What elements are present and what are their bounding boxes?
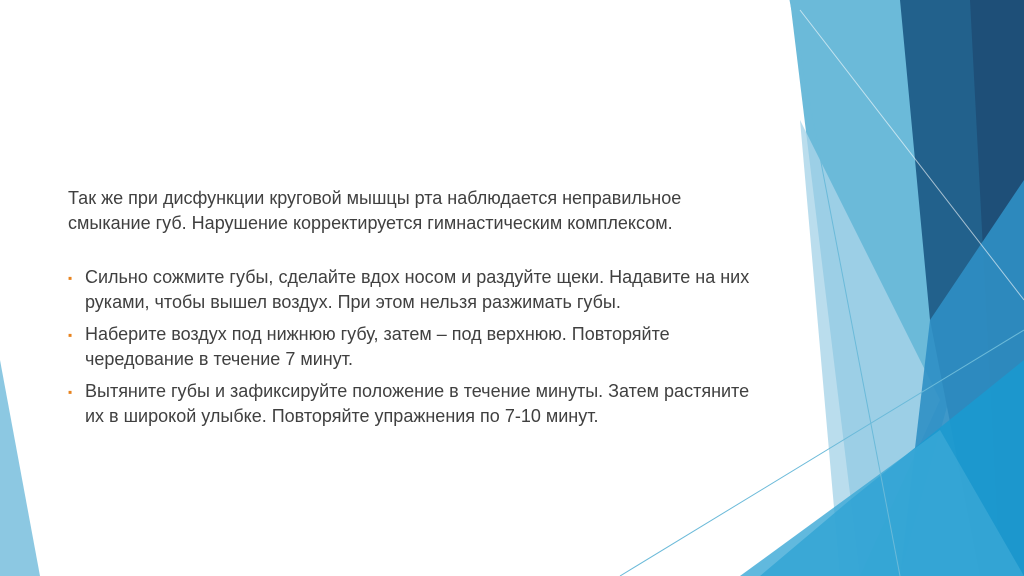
list-item-text: Вытяните губы и зафиксируйте положение в течение минуты. Затем растяните их в широкой улыбке. Повторяйте упражнения по 7-10 минут. bbox=[85, 381, 750, 426]
square-bullet-icon: ▪ bbox=[68, 271, 73, 285]
square-bullet-icon: ▪ bbox=[68, 385, 73, 399]
left-sliver-shape bbox=[0, 360, 40, 576]
slide-content bbox=[68, 186, 768, 436]
list-item-text: Наберите воздух под нижнюю губу, затем – под верхнюю. Повторяйте чередование в течение 7 минут. bbox=[85, 324, 670, 369]
intro-paragraph: Так же при дисфункции круговой мышцы рта наблюдается неправильное смыкание губ. Нарушение корректируется гимнастическим комплексом. bbox=[68, 188, 682, 233]
exercise-list bbox=[68, 265, 768, 428]
square-bullet-icon: ▪ bbox=[68, 328, 73, 342]
list-item bbox=[68, 322, 768, 371]
list-item bbox=[68, 379, 768, 428]
list-item bbox=[68, 265, 768, 314]
list-item-text: Сильно сожмите губы, сделайте вдох носом и раздуйте щеки. Надавите на них руками, чтобы вышел воздух. При этом нельзя разжимать губы. bbox=[85, 267, 750, 312]
